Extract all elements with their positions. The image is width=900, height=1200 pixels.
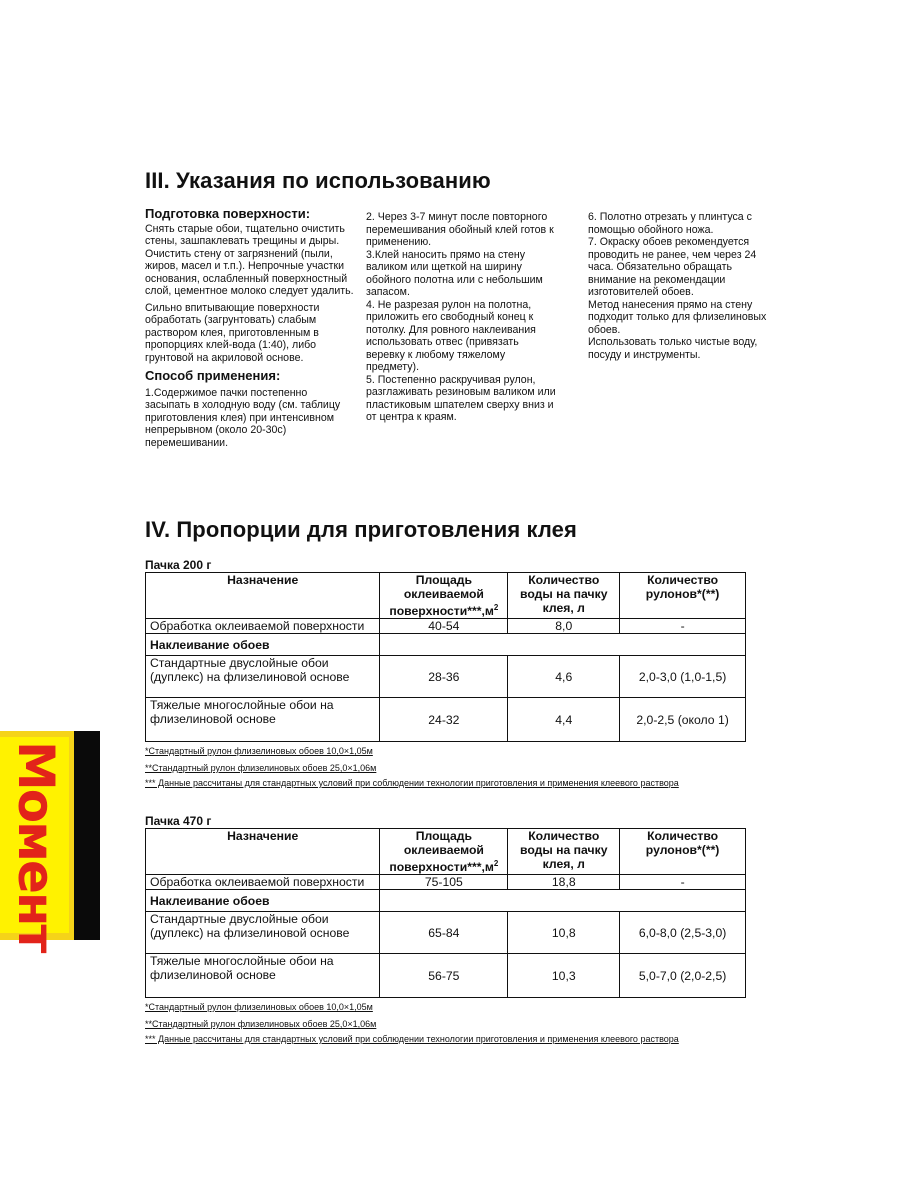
col-header-rolls: Количество рулонов*(**)	[620, 829, 746, 875]
col-header-rolls: Количество рулонов*(**)	[620, 573, 746, 619]
col-header-area: Площадь оклеиваемой $поверхности***,м^2$	[380, 573, 508, 619]
table-row: Стандартные двуслойные обои (дуплекс) на флизелиновой основе 65-84 10,8 6,0-8,0 (2,5-3,0)	[146, 912, 746, 954]
logo-text: Момент	[7, 741, 65, 952]
col-header-area: Площадь оклеиваемой $поверхности***,м^2$	[380, 829, 508, 875]
paragraph: 4. Не разрезая рулон на полотна, приложить его свободный конец к потолку. Для ровного наклеивания использовать отвес (привязать веревку к любому тяжелому предмету).	[366, 298, 536, 373]
paragraph: 5. Постепенно раскручивая рулон, разглаживать резиновым валиком или пластиковым шпателем сверху вниз и от центра к краям.	[366, 373, 556, 423]
paragraph: Сильно впитывающие поверхности обработать (загрунтовать) слабым раствором клея, приготовленным в пропорциях клей-вода (1:40), либо грунтовой на акриловой основе.	[145, 301, 320, 364]
pack-200-title: Пачка 200 г	[145, 558, 212, 572]
footnote-3: *** Данные рассчитаны для стандартных условий при соблюдении технологии приготовления и применения клеевого раствора	[145, 1034, 679, 1044]
footnote-1: *Стандартный рулон флизелиновых обоев 10,0×1,05м	[145, 746, 373, 756]
instructions-column-2	[366, 211, 558, 424]
instructions-column-3	[588, 211, 778, 361]
footnote-1: *Стандартный рулон флизелиновых обоев 10,0×1,05м	[145, 1002, 373, 1012]
paragraph: Метод нанесения прямо на стену подходит только для флизелиновых обоев.	[588, 298, 767, 336]
col-header-water: Количество воды на пачку клея, л	[508, 573, 620, 619]
paragraph: 6. Полотно отрезать у плинтуса с помощью обойного ножа.	[588, 211, 752, 236]
paragraph: 7. Окраску обоев рекомендуется проводить не ранее, чем через 24 часа. Обязательно обращать внимание на рекомендации изготовителей обоев.	[588, 236, 757, 298]
application-method-heading: Способ применения:	[145, 368, 281, 383]
table-header-row	[146, 573, 746, 619]
instructions-column-1	[145, 208, 355, 449]
surface-prep-heading: Подготовка поверхности:	[145, 206, 311, 221]
pack-200-table	[145, 572, 746, 742]
pack-470-table	[145, 828, 746, 998]
table-group-row: Наклеивание обоев	[146, 634, 746, 656]
paragraph: 3.Клей наносить прямо на стену валиком или щеткой на ширину обойного полотна или с небольшим запасом.	[366, 248, 543, 298]
pack-470-title: Пачка 470 г	[145, 814, 212, 828]
table-row: Стандартные двуслойные обои (дуплекс) на флизелиновой основе 28-36 4,6 2,0-3,0 (1,0-1,5)	[146, 656, 746, 698]
paragraph: Снять старые обои, тщательно очистить стены, зашпаклевать трещины и дыры.	[145, 222, 345, 247]
table-row: Тяжелые многослойные обои на флизелиновой основе 56-75 10,3 5,0-7,0 (2,0-2,5)	[146, 954, 746, 998]
brand-logo	[0, 731, 100, 952]
section-4-title: IV. Пропорции для приготовления клея	[145, 517, 577, 542]
footnote-2: **Стандартный рулон флизелиновых обоев 25,0×1,06м	[145, 1019, 377, 1029]
paragraph: Использовать только чистые воду, посуду и инструменты.	[588, 336, 758, 361]
table-group-row: Наклеивание обоев	[146, 890, 746, 912]
col-header-purpose: Назначение	[146, 573, 380, 619]
table-header-row	[146, 829, 746, 875]
paragraph: Очистить стену от загрязнений (пыли, жиров, масел и т.п.). Непрочные участки основания, ослабленный поверхностный слой, цементное молоко следует удалить.	[145, 247, 354, 297]
col-header-purpose: Назначение	[146, 829, 380, 875]
footnote-2: **Стандартный рулон флизелиновых обоев 25,0×1,06м	[145, 763, 377, 773]
footnote-3: *** Данные рассчитаны для стандартных условий при соблюдении технологии приготовления и применения клеевого раствора	[145, 778, 679, 788]
paragraph: 2. Через 3-7 минут после повторного перемешивания обойный клей готов к применению.	[366, 211, 554, 248]
table-row: Обработка оклеиваемой поверхности 75-105 18,8 -	[146, 875, 746, 890]
col-header-water: Количество воды на пачку клея, л	[508, 829, 620, 875]
paragraph: 1.Содержимое пачки постепенно засыпать в холодную воду (см. таблицу приготовления клея) при интенсивном непрерывном (около 20-30с) перемешивании.	[145, 386, 341, 449]
section-3-title: III. Указания по использованию	[145, 168, 491, 193]
table-row: Обработка оклеиваемой поверхности 40-54 8,0 -	[146, 619, 746, 634]
table-row: Тяжелые многослойные обои на флизелиновой основе 24-32 4,4 2,0-2,5 (около 1)	[146, 698, 746, 742]
